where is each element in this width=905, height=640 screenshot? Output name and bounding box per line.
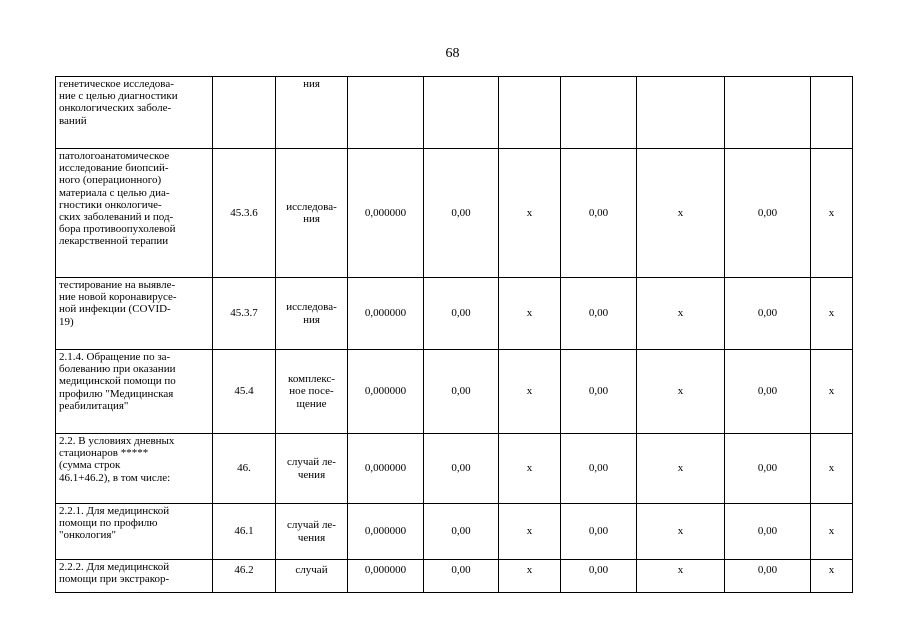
row-code-cell — [213, 278, 276, 350]
row-norm-cell — [348, 350, 424, 434]
cell-text: 0,00 — [757, 462, 778, 475]
cell-text: ния — [303, 78, 320, 90]
row-code-cell — [213, 149, 276, 278]
row-code-cell — [213, 350, 276, 434]
table-row — [56, 77, 853, 149]
row-value-cell — [561, 77, 637, 149]
cell-text: 0,00 — [451, 206, 471, 219]
cell-text: 0,000000 — [364, 385, 407, 398]
row-value-cell — [725, 149, 811, 278]
cell-text: 0,000000 — [364, 525, 407, 538]
cell-text: х — [526, 206, 533, 219]
cell-text: 45.3.7 — [230, 307, 258, 320]
cell-text: тестирование на выявле- ние новой коронавирусе- ной инфекции (COVID- 19) — [59, 279, 177, 328]
cell-text: х — [677, 206, 684, 219]
cell-text: х — [677, 307, 684, 320]
row-value-cell — [424, 350, 499, 434]
row-value-cell — [561, 504, 637, 560]
cell-text: 0,00 — [451, 307, 471, 320]
row-x-cell — [499, 350, 561, 434]
row-unit-cell — [276, 77, 348, 149]
row-value-cell — [561, 434, 637, 504]
cell-text: 0,00 — [588, 307, 609, 320]
row-x-cell — [499, 278, 561, 350]
row-x-cell — [811, 504, 853, 560]
cell-text: х — [677, 564, 684, 576]
row-x-cell — [811, 77, 853, 149]
cell-text: х — [526, 564, 533, 576]
cell-text: 2.2.2. Для медицинской помощи при экстракор- — [59, 561, 170, 586]
cell-text: 0,00 — [757, 307, 778, 320]
cell-text: 0,00 — [451, 564, 471, 576]
cell-text: исследова- ния — [286, 301, 337, 326]
cell-text: случай — [295, 564, 328, 576]
cell-text: 0,00 — [588, 462, 609, 475]
row-x-cell — [499, 77, 561, 149]
row-unit-cell — [276, 434, 348, 504]
row-value-cell — [424, 77, 499, 149]
row-value-cell — [725, 560, 811, 593]
row-x-cell — [637, 434, 725, 504]
cell-text: 0,000000 — [364, 564, 407, 576]
row-x-cell — [811, 278, 853, 350]
row-value-cell — [725, 278, 811, 350]
cell-text: х — [526, 525, 533, 538]
row-name-cell — [56, 560, 213, 593]
row-x-cell — [499, 504, 561, 560]
cell-text: х — [677, 385, 684, 398]
row-code-cell — [213, 77, 276, 149]
table-row — [56, 504, 853, 560]
row-code-cell — [213, 434, 276, 504]
table-row — [56, 350, 853, 434]
row-norm-cell — [348, 149, 424, 278]
cell-text: 0,00 — [757, 206, 778, 219]
cell-text: 0,00 — [588, 385, 609, 398]
row-x-cell — [637, 149, 725, 278]
cell-text: х — [828, 307, 835, 320]
row-x-cell — [637, 504, 725, 560]
cell-text: 45.3.6 — [230, 206, 258, 219]
row-x-cell — [637, 77, 725, 149]
table-row — [56, 560, 853, 593]
cell-text: 2.2.1. Для медицинской помощи по профилю "онкология" — [59, 505, 170, 542]
cell-text: х — [828, 525, 835, 538]
row-x-cell — [499, 434, 561, 504]
cell-text: х — [677, 462, 684, 475]
row-value-cell — [561, 278, 637, 350]
row-x-cell — [811, 350, 853, 434]
cell-text: 0,00 — [757, 564, 778, 576]
row-value-cell — [725, 434, 811, 504]
cell-text: генетическое исследова- ние с целью диагностики онкологических заболе- ваний — [59, 78, 178, 127]
row-code-cell — [213, 504, 276, 560]
cell-text: 0,00 — [588, 564, 609, 576]
cell-text: 0,00 — [451, 525, 471, 538]
cell-text: 0,00 — [588, 206, 609, 219]
row-unit-cell — [276, 560, 348, 593]
cell-text: 0,00 — [757, 385, 778, 398]
row-norm-cell — [348, 434, 424, 504]
cell-text: случай ле- чения — [287, 519, 336, 544]
row-name-cell — [56, 350, 213, 434]
row-unit-cell — [276, 350, 348, 434]
row-x-cell — [637, 278, 725, 350]
row-norm-cell — [348, 504, 424, 560]
row-value-cell — [424, 504, 499, 560]
row-x-cell — [637, 560, 725, 593]
row-name-cell — [56, 504, 213, 560]
row-x-cell — [811, 434, 853, 504]
row-name-cell — [56, 278, 213, 350]
cell-text: 0,00 — [451, 462, 471, 475]
row-unit-cell — [276, 149, 348, 278]
tariff-table — [55, 76, 853, 593]
cell-text: х — [828, 564, 835, 576]
cell-text: х — [828, 206, 835, 219]
row-value-cell — [561, 350, 637, 434]
cell-text: 0,000000 — [364, 307, 407, 320]
cell-text: случай ле- чения — [287, 456, 336, 481]
row-value-cell — [725, 350, 811, 434]
cell-text: 45.4 — [234, 385, 254, 398]
row-name-cell — [56, 77, 213, 149]
cell-text: 2.1.4. Обращение по за- болеванию при оказании медицинской помощи по профилю "Медицинская реабилитация" — [59, 351, 176, 412]
row-code-cell — [213, 560, 276, 593]
cell-text: 46. — [237, 462, 251, 475]
table-row — [56, 434, 853, 504]
row-value-cell — [424, 434, 499, 504]
row-value-cell — [424, 278, 499, 350]
cell-text: 46.2 — [234, 564, 254, 576]
cell-text: х — [526, 462, 533, 475]
row-name-cell — [56, 149, 213, 278]
row-norm-cell — [348, 278, 424, 350]
row-norm-cell — [348, 560, 424, 593]
cell-text: комплекс- ное посе- щение — [288, 373, 335, 410]
cell-text: х — [677, 525, 684, 538]
row-x-cell — [811, 149, 853, 278]
row-x-cell — [499, 560, 561, 593]
row-name-cell — [56, 434, 213, 504]
table-row — [56, 149, 853, 278]
cell-text: 2.2. В условиях дневных стационаров ***** (сумма строк 46.1+46.2), в том числе: — [59, 435, 175, 484]
row-x-cell — [637, 350, 725, 434]
cell-text: 0,000000 — [364, 462, 407, 475]
page-number: 68 — [445, 46, 460, 61]
row-value-cell — [561, 560, 637, 593]
cell-text: х — [828, 462, 835, 475]
row-unit-cell — [276, 278, 348, 350]
row-value-cell — [424, 560, 499, 593]
row-x-cell — [811, 560, 853, 593]
cell-text: х — [526, 307, 533, 320]
cell-text: х — [526, 385, 533, 398]
cell-text: патологоанатомическое исследование биопсий- ного (операционного) материала с целью диа- гностики онкологиче- ских заболеваний и под- бора противоопухолевой лекарственной терапии — [59, 150, 176, 248]
table-row — [56, 278, 853, 350]
cell-text: 0,00 — [588, 525, 609, 538]
row-value-cell — [725, 504, 811, 560]
cell-text: 46.1 — [234, 525, 254, 538]
cell-text: х — [828, 385, 835, 398]
cell-text: исследова- ния — [286, 200, 337, 225]
row-value-cell — [725, 77, 811, 149]
row-value-cell — [561, 149, 637, 278]
row-value-cell — [424, 149, 499, 278]
row-norm-cell — [348, 77, 424, 149]
cell-text: 0,000000 — [364, 206, 407, 219]
row-unit-cell — [276, 504, 348, 560]
row-x-cell — [499, 149, 561, 278]
cell-text: 0,00 — [451, 385, 471, 398]
cell-text: 0,00 — [757, 525, 778, 538]
